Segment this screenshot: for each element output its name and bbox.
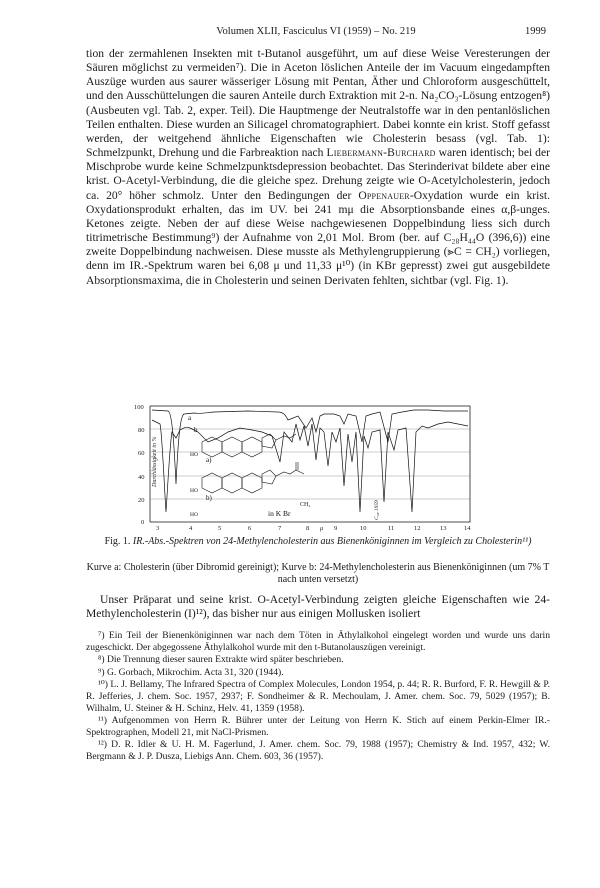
paragraph-2: Unser Präparat und seine krist. O-Acetyl-Verbindung zeigten gleiche Eigenschaften wie 24-Methylencholesterin (I)¹²), das bisher nur aus einigen Mollusken isoliert	[86, 593, 550, 621]
footnote-10: ¹⁰) L. J. Bellamy, The Infrared Spectra of Complex Molecules, London 1954, p. 44; R. R. Burford, F. R. Hewgill & P. R. Jefferies, J. chem. Soc. 1957, 2937; F. Sondheimer & R. Mechoulam, J. Amer. chem. Soc. 79, 5029 (1957); B. Wilhalm, U. Steiner & H. Schinz, Helv. 41, 1359 (1958).	[86, 679, 550, 714]
paragraph-1-part-b: waren identisch; bei der Mischprobe wurde keine Schmelzpunktsdepression beobachtet. Das Sterinderivat bildete aber eine krist. O-Acetyl-Verbindung, die die gleiche spez. Drehung zeigte wie O-Acetylcholesterin, jedoch ca. 20° höher schmolz. Unter den Bedingungen der	[86, 146, 550, 202]
structure-ho-label-2: HO	[190, 488, 198, 494]
x-tick-8: 8	[306, 525, 310, 532]
author-name-liebermann: Liebermann-Burchard	[326, 146, 436, 160]
page-number: 1999	[525, 26, 546, 37]
footnote-7: ⁷) Ein Teil der Bienenköniginnen war nach dem Töten in Äthylalkohol eingelegt worden und wurde uns darin zugeschickt. Der abgegossene Äthylalkohol wurde mit den t-Butanolauszügen vereinigt.	[86, 630, 550, 653]
y-tick-100: 100	[134, 404, 144, 411]
paragraph-1	[86, 47, 550, 288]
spectrum-curve-b	[152, 420, 468, 512]
journal-reference: Volumen XLII, Fasciculus VI (1959) – No. 219	[216, 26, 416, 37]
structure-a-label: a)	[206, 456, 212, 464]
x-tick-10: 10	[360, 525, 367, 532]
footnote-11: ¹¹) Aufgenommen von Herrn R. Bührer unter der Leitung von Herrn K. Stich auf einem Perkin-Elmer IR.-Spektrographen, Modell 21, mit NaCl-Prismen.	[86, 715, 550, 738]
structure-ho-label-3: HO	[190, 512, 198, 518]
x-tick-11: 11	[388, 525, 395, 532]
grid-lines	[150, 429, 470, 499]
curve-a-top-label: a	[188, 414, 192, 422]
spectrum-curve-a	[152, 410, 468, 484]
figure-caption	[86, 536, 550, 548]
x-tick-mu: μ	[320, 525, 324, 532]
structure-ho-label-1: HO	[190, 452, 198, 458]
x-tick-5: 5	[218, 525, 222, 532]
x-tick-3: 3	[156, 525, 160, 532]
side-label: C₂₈ 1959	[374, 500, 380, 520]
structure-b-label: b)	[206, 494, 212, 502]
curve-b-top-label: b	[194, 426, 198, 434]
x-tick-4: 4	[189, 525, 193, 532]
footnote-12: ¹²) D. R. Idler & U. H. M. Fagerlund, J. Amer. chem. Soc. 79, 1988 (1957); Chemistry & Ind. 1957, 432; W. Bergmann & J. P. Dusza, Liebigs Ann. Chem. 603, 36 (1957).	[86, 739, 550, 762]
main-text	[86, 47, 550, 288]
structure-formulas	[202, 434, 304, 493]
y-tick-0: 0	[141, 519, 145, 526]
x-tick-6: 6	[248, 525, 252, 532]
y-tick-60: 60	[138, 450, 145, 457]
y-tick-20: 20	[138, 497, 145, 504]
ir-spectrum-plot	[128, 402, 482, 532]
y-tick-80: 80	[138, 427, 145, 434]
y-axis-label: Durchlässigkeit in %	[152, 436, 158, 487]
figure-legend: Kurve a: Cholesterin (über Dibromid gereinigt); Kurve b: 24-Methylencholesterin aus Bienenköniginnen (um 7% T nach unten versetzt)	[86, 562, 550, 585]
figure-caption-prefix: Fig. 1.	[104, 536, 131, 547]
y-tick-40: 40	[138, 474, 145, 481]
footnote-8: ⁸) Die Trennung dieser sauren Extrakte wird später beschrieben.	[98, 654, 344, 666]
ir-spectrum-figure	[128, 402, 482, 532]
author-name-oppenauer: Oppenauer	[358, 188, 410, 202]
footnotes	[86, 630, 550, 764]
figure-caption-title: IR.-Abs.-Spektren von 24-Methylencholesterin aus Bienenköniginnen im Vergleich zu Cholesterin¹¹)	[132, 536, 532, 547]
medium-label: in K Br	[268, 509, 291, 518]
paragraph-1-part-a: tion der zermahlenen Insekten mit t-Butanol ausgeführt, um auf diese Weise Veresterungen der Säuren möglichst zu vermeiden⁷). Die in Aceton löslichen Anteile der im Vacuum eingedampften Auszüge wurden aus saurer wässeriger Lösung mit Pentan, Äther und Chloroform ausgeschüttelt, und den Ausschüttelungen die sauren Anteile durch Extraktion mit 2-n. Na₂CO₃-Lösung entzogen⁸) (Ausbeuten vgl. Tab. 2, exper. Teil). Die Hauptmenge der Neutralstoffe war in den pentanlöslichen Teilen enthalten. Diese wurden an Silicagel chromatographiert. Dabei konnte ein krist. Stoff gefasst werden, der weitgehend ähnliche Eigenschaften wie Cholesterin besass (vgl. Tab. 1): Schmelzpunkt, Drehung und die Farbreaktion nach	[86, 47, 550, 160]
footnote-9: ⁹) G. Gorbach, Mikrochim. Acta 31, 320 (1944).	[98, 666, 284, 678]
x-tick-14: 14	[464, 525, 471, 532]
ch2-label: CH₂	[300, 502, 311, 508]
x-tick-13: 13	[440, 525, 447, 532]
x-tick-7: 7	[278, 525, 282, 532]
continued-text	[86, 593, 550, 621]
paragraph-1-part-c: -Oxydation wurde ein krist. Oxydationsprodukt erhalten, das im UV. bei 241 mμ die Absorptionsbande eines α,β-unges. Ketones zeigte. Neben der auf diese Weise nachgewiesenen Doppelbindung liess sich durch titrimetrische Bestimmung⁹) der Aufnahme von 2,01 Mol. Brom (ber. auf C₂₈H₄₄O (396,6)) eine zweite Doppelbindung nachweisen. Diese musste als Methylengruppierung (⪢C = CH₂) vorliegen, denn im IR.-Spektrum waren bei 6,08 μ und 11,33 μ¹⁰) (in KBr gepresst) zwei gut ausgebildete Absorptionsmaxima, die in Cholesterin und seinen Derivaten fehlten, sichtbar (vgl. Fig. 1).	[86, 188, 550, 287]
x-tick-12: 12	[414, 525, 421, 532]
x-tick-9: 9	[334, 525, 338, 532]
